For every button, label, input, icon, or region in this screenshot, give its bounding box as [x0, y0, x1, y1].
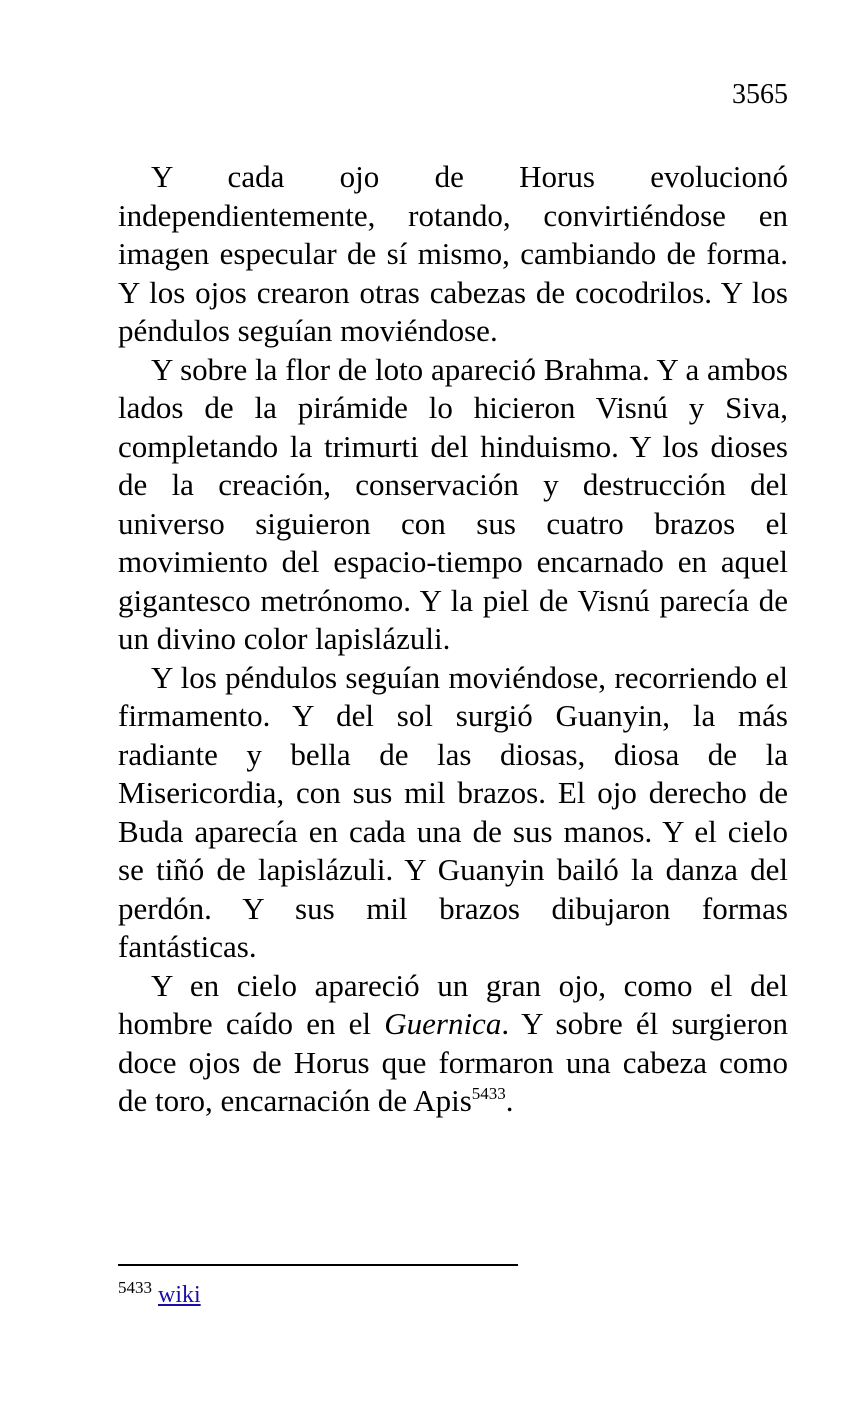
wiki-link[interactable]: wiki	[158, 1282, 201, 1308]
paragraph-1: Y cada ojo de Horus evolucionó independientemente, rotando, convirtiéndose en imagen especular de sí mismo, cambiando de forma. Y los ojos crearon otras cabezas de cocodrilos. Y los péndulos seguían moviéndose.	[118, 159, 788, 348]
paragraph-4-period: .	[505, 1083, 514, 1118]
footnote	[118, 1280, 201, 1310]
paragraph-3: Y los péndulos seguían moviéndose, recorriendo el firmamento. Y del sol surgió Guanyin, la más radiante y bella de las diosas, diosa de la Misericordia, con sus mil brazos. El ojo derecho de Buda aparecía en cada una de sus manos. Y el cielo se tiñó de lapislázuli. Y Guanyin bailó la danza del perdón. Y sus mil brazos dibujaron formas fantásticas.	[118, 659, 788, 964]
footnote-divider	[118, 1264, 518, 1266]
guernica-italic: Guernica	[384, 1006, 502, 1041]
footnote-reference[interactable]: 5433	[471, 1084, 506, 1103]
paragraph-4	[118, 967, 788, 1121]
body-text	[118, 158, 788, 1121]
paragraph-2: Y sobre la flor de loto apareció Brahma. Y a ambos lados de la pirámide lo hicieron Visnú y Siva, completando la trimurti del hinduismo. Y los dioses de la creación, conservación y destrucción del universo siguieron con sus cuatro brazos el movimiento del espacio-tiempo encarnado en aquel gigantesco metrónomo. Y la piel de Visnú parecía de un divino color lapislázuli.	[118, 351, 788, 656]
footnote-number: 5433	[118, 1278, 152, 1297]
paragraph-4-text-start: Y en cielo apareció un gran ojo, como el del hombre caído en el	[118, 967, 788, 1041]
page-number: 3565	[732, 79, 788, 110]
paragraph-4-text-end: . Y sobre él surgieron doce ojos de Horus que formaron una cabeza como de toro, encarnación de Apis	[118, 1006, 788, 1118]
